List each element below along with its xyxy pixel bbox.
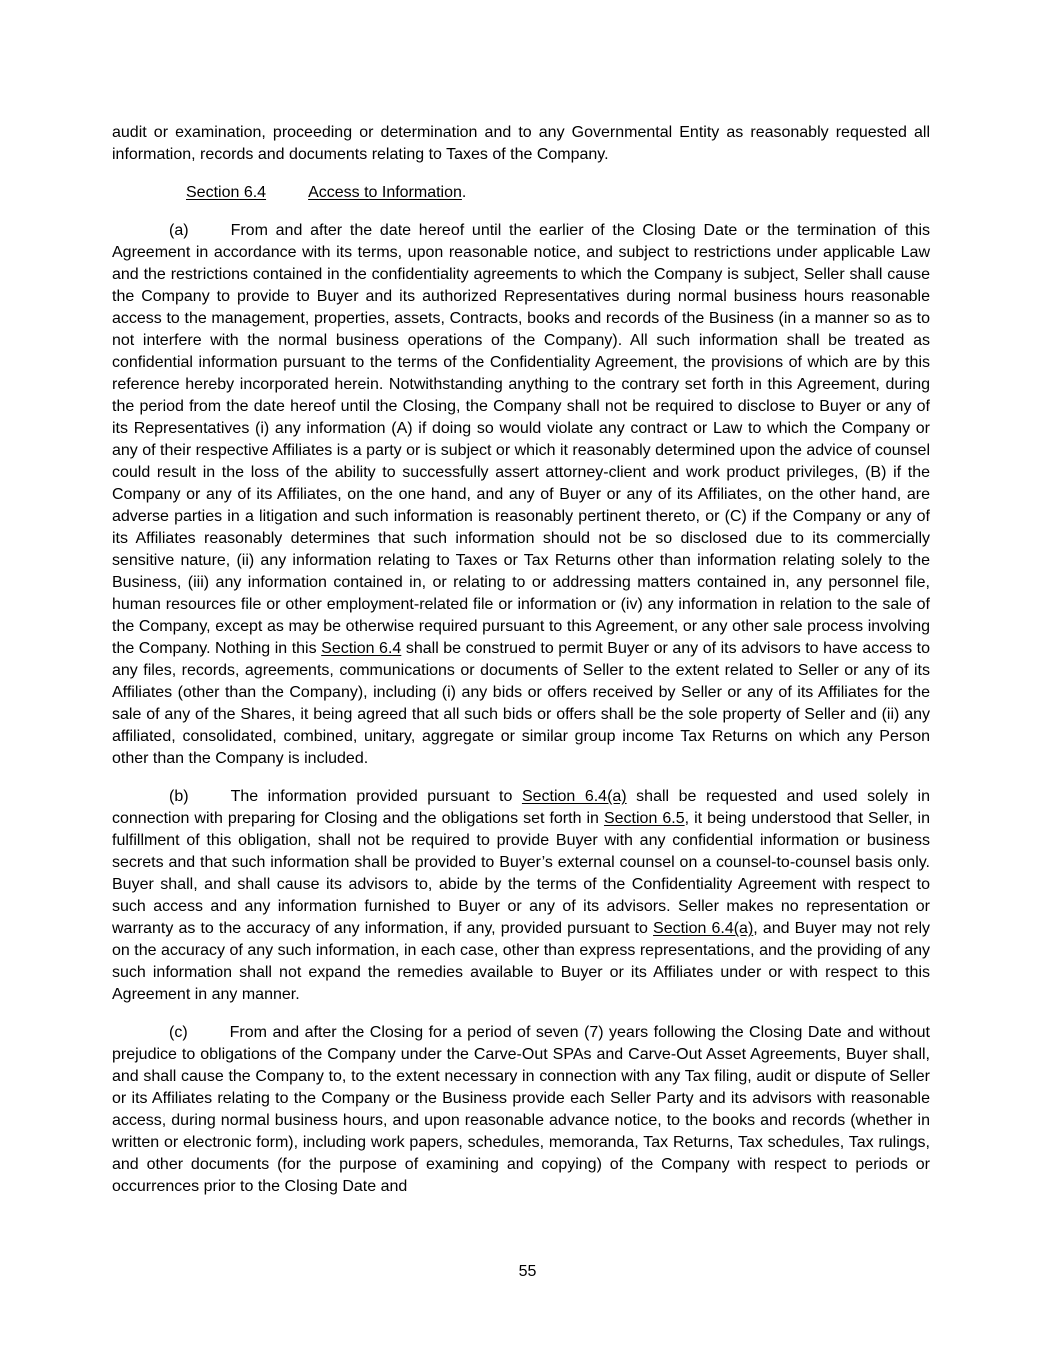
paragraph-continuation [112,122,930,166]
paragraph-b [112,786,930,1006]
text-segment: audit or examination, proceeding or determination and to any Governmental Entity as reasonably requested all information, records and documents relating to Taxes of the Company. [112,124,930,163]
section-reference: Section 6.4(a) [521,788,627,805]
section-reference: Section 6.4(a) [653,920,754,937]
text-segment: , and Buyer may not rely on the accuracy of any such information, in each case, other than express representations, and the providing of any such information shall not expand the remedies available to Buyer or its Affiliates under or with respect to this Agreement in any manner. [112,920,931,1003]
text-segment: From and after the Closing for a period of seven (7) years following the Closing Date and without prejudice to obligations of the Company under the Carve-Out SPAs and Carve-Out Asset Agreements, Buyer shall, and shall cause the Company to, to the extent necessary in connection with any Tax filing, audit or dispute of Seller or its Affiliates relating to the Company or the Business provide each Seller Party and its advisors with reasonable access, during normal business hours, and upon reasonable advance notice, to the books and records (whether in written or electronic form), including work papers, schedules, memoranda, Tax Returns, Tax schedules, Tax rulings, and other documents (for the purpose of examining and copying) of the Company with respect to periods or occurrences prior to the Closing Date and [112,1024,930,1195]
text-segment: shall be construed to permit Buyer or any of its advisors to have access to any files, records, agreements, communications or documents of Seller to the extent related to Seller or any of its Affiliates (other than the Company), including (i) any bids or offers received by Seller or any of its Affiliates for the sale of any of the Shares, it being agreed that all such bids or offers shall be the sole property of Seller and (ii) any affiliated, consolidated, combined, unitary, aggregate or similar group income Tax Returns on which any Person other than the Company is included. [112,640,931,767]
paragraph-c [112,1022,930,1198]
section-reference: Section 6.4 [321,640,402,657]
section-heading [186,182,930,204]
page-number: 55 [518,1263,537,1280]
text-segment: The information provided pursuant to [230,788,522,805]
text-segment: (b) [169,788,189,805]
paragraph-a [112,220,930,770]
text-segment: (a) [169,222,189,239]
section-heading-period: . [461,184,467,201]
text-segment: shall be requested and used solely in connection with preparing for Closing and the obligations set forth in [112,788,930,827]
text-segment: From and after the date hereof until the earlier of the Closing Date or the termination of this Agreement in accordance with its terms, upon reasonable notice, and subject to restrictions under applicable Law and the restrictions contained in the confidentiality agreements to which the Company is subject, Seller shall cause the Company to provide to Buyer and its authorized Representatives during normal business hours reasonable access to the management, properties, assets, Contracts, books and records of the Business (in a manner so as to not interfere with the normal business operations of the Company). All such information shall be treated as confidential information pursuant to the terms of the Confidentiality Agreement, the provisions of which are by this reference hereby incorporated herein. Notwithstanding anything to the contrary set forth in this Agreement, during the period from the date hereof until the Closing, the Company shall not be required to disclose to Buyer or any of its Representatives (i) any information (A) if doing so would violate any contract or Law to which the Company or any of their respective Affiliates is a party or is subject or which it reasonably determined upon the advice of counsel could result in the loss of the ability to successfully assert attorney-client and work product privileges, (B) if the Company or any of its Affiliates, on the one hand, and any of Buyer or any of its Affiliates, on the other hand, are adverse parties in a litigation and such information is reasonably pertinent thereto, or (C) if the Company or any of its Affiliates reasonably determines that such information should not be so disclosed due to its commercially sensitive nature, (ii) any information relating to Taxes or Tax Returns other than information relating solely to the Business, (iii) any information contained in, or relating to or addressing matters contained in, any personnel file, human resources file or other employment-related file or information or (iv) any information in relation to the sale of the Company, except as may be otherwise required pursuant to this Agreement, or any other sale process involving the Company. Nothing in this [112,222,930,657]
section-heading-number: Section 6.4 [186,184,267,201]
text-segment: , it being understood that Seller, in fulfillment of this obligation, shall not be required to provide Buyer with any confidential information or business secrets and that such information shall be provided to Buyer’s external counsel on a counsel-to-counsel basis only. Buyer shall, and shall cause its advisors to, abide by the terms of the Confidentiality Agreement with respect to such access and any information furnished to Buyer or any of its advisors. Seller makes no representation or warranty as to the accuracy of any information, if any, provided pursuant to [112,810,931,937]
section-reference: Section 6.5 [603,810,685,827]
text-segment: (c) [169,1024,188,1041]
section-heading-title: Access to Information [308,184,462,201]
